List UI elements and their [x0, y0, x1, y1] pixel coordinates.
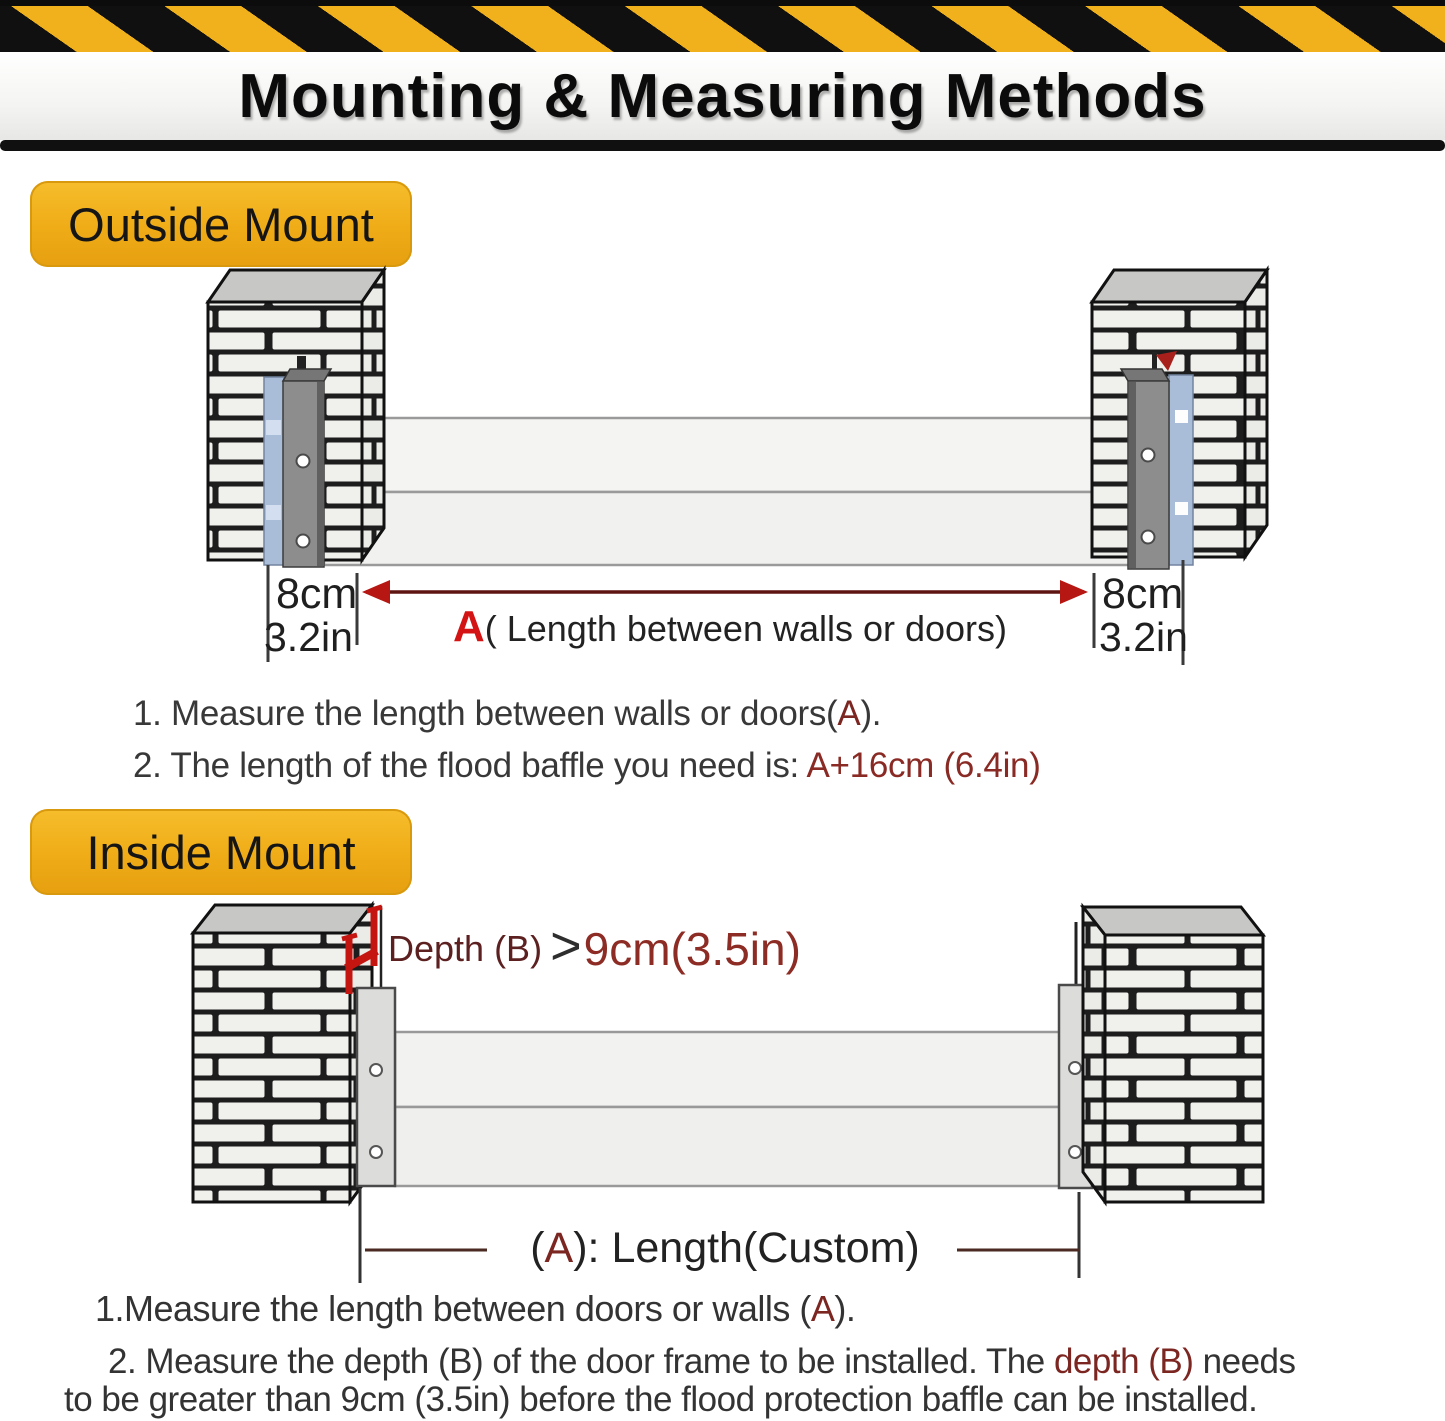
title-banner	[0, 52, 1445, 140]
dim-left-cm: 8cm	[276, 570, 358, 618]
depth-value: 9cm(3.5in)	[583, 923, 801, 976]
flood-barrier-panels	[324, 418, 1132, 565]
length-custom-label: (A): Length(Custom)	[530, 1224, 920, 1272]
arrowhead-left-icon	[362, 580, 390, 604]
dim-right-cm: 8cm	[1102, 570, 1184, 618]
arrowhead-right-icon	[1060, 580, 1088, 604]
outside-mount-badge-label: Outside Mount	[68, 197, 374, 251]
hazard-stripe-banner	[0, 0, 1445, 52]
outside-step-2: 2. The length of the flood baffle you need is: A+16cm (6.4in)	[133, 746, 1041, 785]
dim-left-in: 3.2in	[264, 614, 353, 660]
mounting-channel-left	[264, 356, 331, 567]
depth-label-text: Depth (B)	[388, 928, 543, 970]
dim-right-in: 3.2in	[1099, 614, 1188, 660]
flood-barrier-panels-inside	[395, 1032, 1061, 1186]
header-divider-bar	[0, 140, 1445, 151]
outside-step-1: 1. Measure the length between walls or doors(A).	[133, 694, 882, 733]
inside-mount-badge-label: Inside Mount	[86, 825, 356, 879]
length-a-symbol: A	[452, 602, 485, 651]
depth-label	[388, 918, 801, 981]
inside-mount-badge	[30, 809, 412, 895]
brick-pillar-right-inside	[1083, 907, 1263, 1202]
inside-step-2-line-2: to be greater than 9cm (3.5in) before the flood protection baffle can be installed.	[64, 1380, 1258, 1419]
length-between-walls-label: A( Length between walls or doors)	[452, 602, 1008, 651]
inside-step-1: 1.Measure the length between doors or walls (A).	[95, 1288, 856, 1329]
page-title: Mounting & Measuring Methods	[238, 61, 1207, 131]
greater-than-symbol: >	[550, 916, 582, 976]
mounting-plate-left	[357, 988, 395, 1186]
inside-step-2-line-1: 2. Measure the depth (B) of the door frame to be installed. The depth (B) needs	[108, 1342, 1296, 1381]
outside-mount-badge	[30, 181, 412, 267]
mounting-channel-right	[1121, 351, 1193, 569]
brick-pillar-left-inside	[193, 905, 372, 1202]
